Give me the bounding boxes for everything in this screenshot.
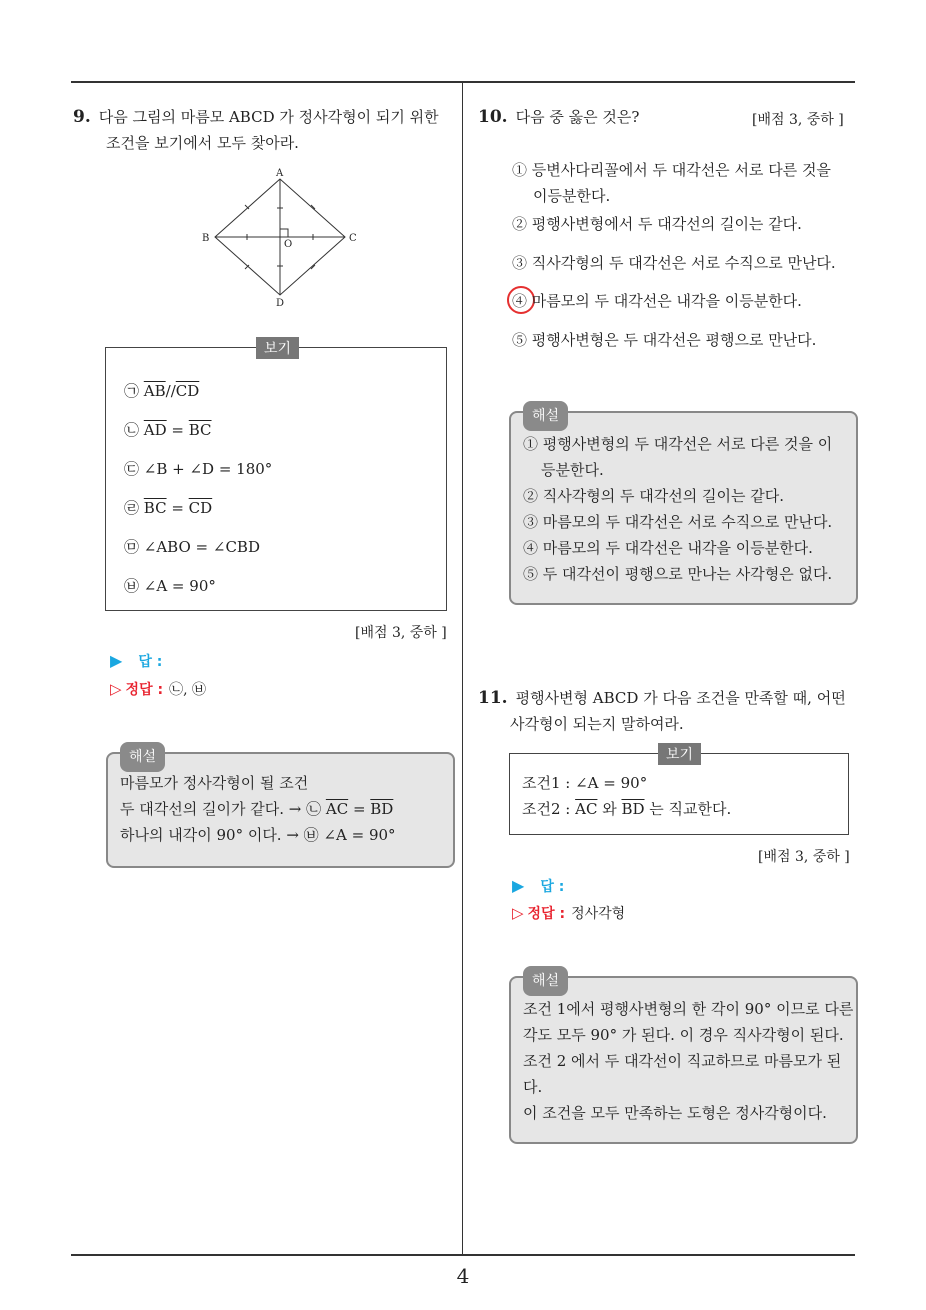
q10-option-2: ② 평행사변형에서 두 대각선의 길이는 같다. [512,215,802,233]
choice-3: ㉢ ∠B + ∠D = 180° [124,460,273,478]
q9-expl-line3: 하나의 내각이 90° 이다. → ㉥ ∠A = 90° [120,826,396,844]
correct-arrow-icon: ▷ [512,904,524,922]
choice-2: ㉡ $\overline{AD} = \overline{BC}$ [124,421,212,439]
q11-expl-line4: 다. [523,1078,543,1096]
center-o-label: O [284,239,293,250]
q10-option-1: ① 등변사다리꼴에서 두 대각선은 서로 다른 것을 [512,161,831,179]
q9-prompt [73,104,439,131]
q9-correct-value: ㉡, ㉥ [169,682,206,698]
q11-correct-value: 정사각형 [571,906,626,922]
q9-explanation [106,749,455,868]
answer-arrow-icon: ▶ [512,876,525,895]
choice-5: ㉤ ∠ABO = ∠CBD [124,538,260,556]
q10-expl-line4: ③ 마름모의 두 대각선은 서로 수직으로 만난다. [523,513,833,531]
page-number: 4 [456,1264,470,1288]
choice-4: ㉣ $\overline{BC} = \overline{CD}$ [124,499,213,517]
correct-arrow-icon: ▷ [110,680,122,698]
q9-expl-title: 해설 [120,742,165,772]
q9-text-line2: 조건을 보기에서 모두 찾아라. [106,134,299,152]
top-rule [71,81,855,83]
q10-option-4: ④ 마름모의 두 대각선은 내각을 이등분한다. [512,292,802,310]
q10-score: [배점 3, 중하 ] [752,112,844,128]
bottom-rule [71,1254,855,1256]
q11-cond1: 조건1 : ∠A = 90° [522,774,648,792]
q11-score: [배점 3, 중하 ] [758,849,850,865]
vertex-b-label: B [202,233,210,244]
choice-1: ㉠ $\overline{AB}//\overline{CD}$ [124,382,200,400]
q11-expl-line5: 이 조건을 모두 만족하는 도형은 정사각형이다. [523,1104,827,1122]
q11-explanation [509,973,858,1144]
q10-text: 다음 중 옳은 것은? [515,108,640,126]
q11-cond2: 조건2 : $\overline{AC}$ 와 $\overline{BD}$ 는 직교한다. [522,800,732,818]
q11-answer-label: 답 : [540,879,565,895]
q10-expl-line2: 등분한다. [541,461,604,479]
q11-expl-title: 해설 [523,966,568,996]
q10-expl-title: 해설 [523,401,568,431]
q11-correct-label: 정답 : [527,906,566,922]
q11-correct-line [512,903,625,923]
q10-expl-line6: ⑤ 두 대각선이 평행으로 만나는 사각형은 없다. [523,565,833,583]
q10-option-3: ③ 직사각형의 두 대각선은 서로 수직으로 만난다. [512,254,836,272]
q10-option-1-cont: 이등분한다. [533,187,611,205]
q9-correct-line [110,679,206,699]
q11-text-line2: 사각형이 되는지 말하여라. [510,715,684,733]
q11-prompt [478,685,846,712]
answer-arrow-icon: ▶ [110,651,123,670]
vertex-a-label: A [276,168,284,179]
q10-explanation [509,408,858,605]
q10-expl-line1: ① 평행사변형의 두 대각선은 서로 다른 것을 이 [523,435,833,453]
q10-expl-line3: ② 직사각형의 두 대각선의 길이는 같다. [523,487,784,505]
q10-number: 10. [478,107,508,127]
q9-answer-label: 답 : [138,654,163,670]
vertex-d-label: D [276,298,285,309]
q9-score: [배점 3, 중하 ] [355,625,447,641]
q9-expl-line2: 두 대각선의 길이가 같다. → ㉡ $\overline{AC} = \overline{BD}$ [120,800,394,818]
column-divider [462,83,463,1255]
q10-option-5: ⑤ 평행사변형은 두 대각선은 평행으로 만난다. [512,331,817,349]
q11-expl-line1: 조건 1에서 평행사변형의 한 각이 90° 이므로 다른 [523,1000,854,1018]
q9-answer-line [110,651,162,671]
q11-condition-box [509,747,849,835]
q11-answer-line [512,876,564,896]
q11-expl-line2: 각도 모두 90° 가 된다. 이 경우 직사각형이 된다. [523,1026,844,1044]
q10-prompt [478,104,639,131]
q11-number: 11. [478,688,508,708]
q9-text-line1: 다음 그림의 마름모 ABCD 가 정사각형이 되기 위한 [98,108,439,126]
q11-box-title: 보기 [658,743,701,765]
choice-6: ㉥ ∠A = 90° [124,577,216,595]
q9-box-title: 보기 [256,337,299,359]
q9-correct-label: 정답 : [125,682,164,698]
vertex-c-label: C [349,233,357,244]
q9-choice-box [105,341,447,611]
q11-expl-line3: 조건 2 에서 두 대각선이 직교하므로 마름모가 된 [523,1052,842,1070]
q10-expl-line5: ④ 마름모의 두 대각선은 내각을 이등분한다. [523,539,813,557]
q9-number: 9. [73,107,91,127]
q11-text-line1: 평행사변형 ABCD 가 다음 조건을 만족할 때, 어떤 [515,689,846,707]
q9-expl-line1: 마름모가 정사각형이 될 조건 [120,774,309,792]
rhombus-figure [200,165,370,310]
